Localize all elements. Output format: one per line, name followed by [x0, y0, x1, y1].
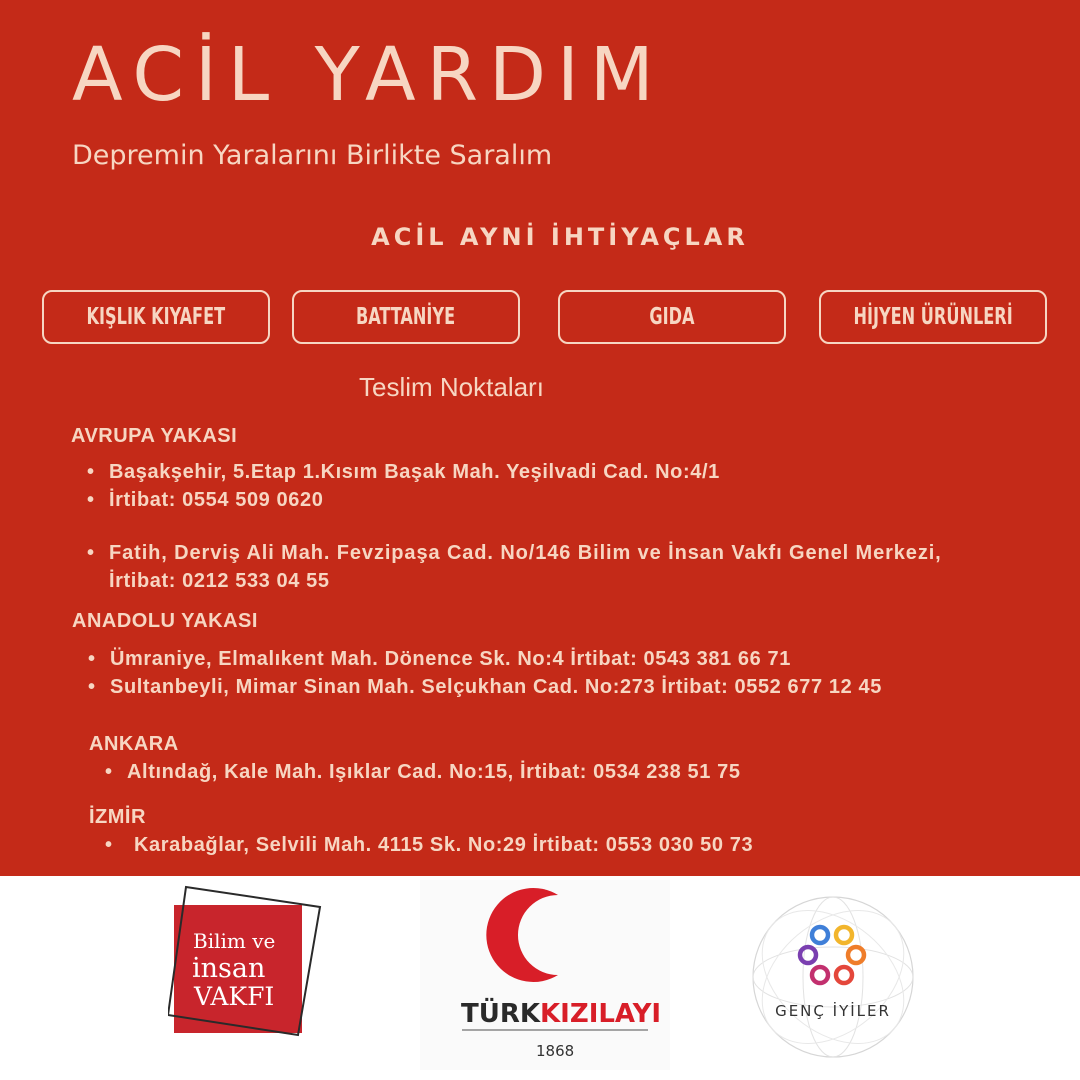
- region-anadolu: ANADOLU YAKASI: [72, 610, 258, 632]
- flower-icon: [800, 927, 864, 983]
- need-food: [558, 290, 786, 344]
- logo-text-1: Bilim ve: [193, 929, 276, 953]
- region-izmir: İZMİR: [89, 806, 146, 828]
- need-blanket: [292, 290, 520, 344]
- region-ankara: ANKARA: [89, 733, 179, 755]
- address-line: [88, 645, 791, 673]
- turk-kizilay-logo: [420, 880, 670, 1070]
- logo-wordmark-part1: TÜRK: [461, 999, 541, 1029]
- address-line: [88, 673, 882, 701]
- logo-text-3: VAKFI: [194, 982, 275, 1011]
- delivery-heading: Teslim Noktaları: [359, 372, 544, 402]
- genc-iyiler-logo: [748, 892, 918, 1062]
- globe-line: [748, 892, 918, 1062]
- need-hygiene: [819, 290, 1047, 344]
- logo-text-2: insan: [192, 953, 266, 984]
- address-text: Başakşehir, 5.Etap 1.Kısım Başak Mah. Yeşilvadi Cad. No:4/1: [109, 461, 720, 483]
- logo-wordmark-part2: KIZILAYI: [540, 999, 662, 1029]
- need-label: HİJYEN ÜRÜNLERİ: [853, 304, 1013, 330]
- petal-icon: [812, 967, 828, 983]
- need-winter-clothes: [42, 290, 270, 344]
- address-text: Sultanbeyli, Mimar Sinan Mah. Selçukhan Cad. No:273 İrtibat: 0552 677 12 45: [110, 676, 882, 698]
- bullet-icon: •: [105, 834, 113, 856]
- logo-year: 1868: [536, 1042, 575, 1060]
- address-text: Ümraniye, Elmalıkent Mah. Dönence Sk. No:4 İrtibat: 0543 381 66 71: [110, 648, 791, 670]
- bullet-icon: •: [87, 489, 95, 511]
- bullet-icon: •: [105, 761, 113, 783]
- bullet-icon: •: [87, 542, 95, 564]
- globe-line: [748, 892, 918, 1062]
- page-title: ACİL YARDIM: [72, 32, 665, 118]
- need-label: KIŞLIK KIYAFET: [86, 304, 226, 330]
- address-text: İrtibat: 0212 533 04 55: [109, 570, 330, 592]
- globe-outline: [753, 897, 913, 1057]
- petal-icon: [836, 967, 852, 983]
- petal-icon: [836, 927, 852, 943]
- need-label: GIDA: [649, 304, 695, 330]
- region-avrupa: AVRUPA YAKASI: [71, 425, 238, 447]
- logo-wordmark: [461, 996, 661, 1029]
- bilim-ve-insan-vakfi-logo: [168, 885, 326, 1040]
- address-line: [105, 758, 741, 786]
- logo-name: GENÇ İYİLER: [775, 1002, 891, 1020]
- globe-line: [753, 947, 913, 1007]
- address-text: Karabağlar, Selvili Mah. 4115 Sk. No:29 İrtibat: 0553 030 50 73: [134, 834, 754, 856]
- address-line: [87, 458, 720, 486]
- petal-icon: [800, 947, 816, 963]
- address-line: [109, 567, 330, 595]
- page-subtitle: Depremin Yaralarını Birlikte Saralım: [72, 140, 553, 171]
- bullet-icon: •: [88, 648, 96, 670]
- address-text: Fatih, Derviş Ali Mah. Fevzipaşa Cad. No/146 Bilim ve İnsan Vakfı Genel Merkezi,: [109, 542, 942, 564]
- needs-heading: ACİL AYNİ İHTİYAÇLAR: [371, 223, 749, 251]
- address-line: [87, 539, 942, 567]
- bullet-icon: •: [88, 676, 96, 698]
- address-text: Altındağ, Kale Mah. Işıklar Cad. No:15, İrtibat: 0534 238 51 75: [127, 761, 741, 783]
- need-label: BATTANİYE: [356, 304, 456, 330]
- address-text: İrtibat: 0554 509 0620: [109, 489, 324, 511]
- petal-icon: [812, 927, 828, 943]
- bullet-icon: •: [87, 461, 95, 483]
- address-line: [105, 831, 754, 859]
- address-line: [87, 486, 324, 514]
